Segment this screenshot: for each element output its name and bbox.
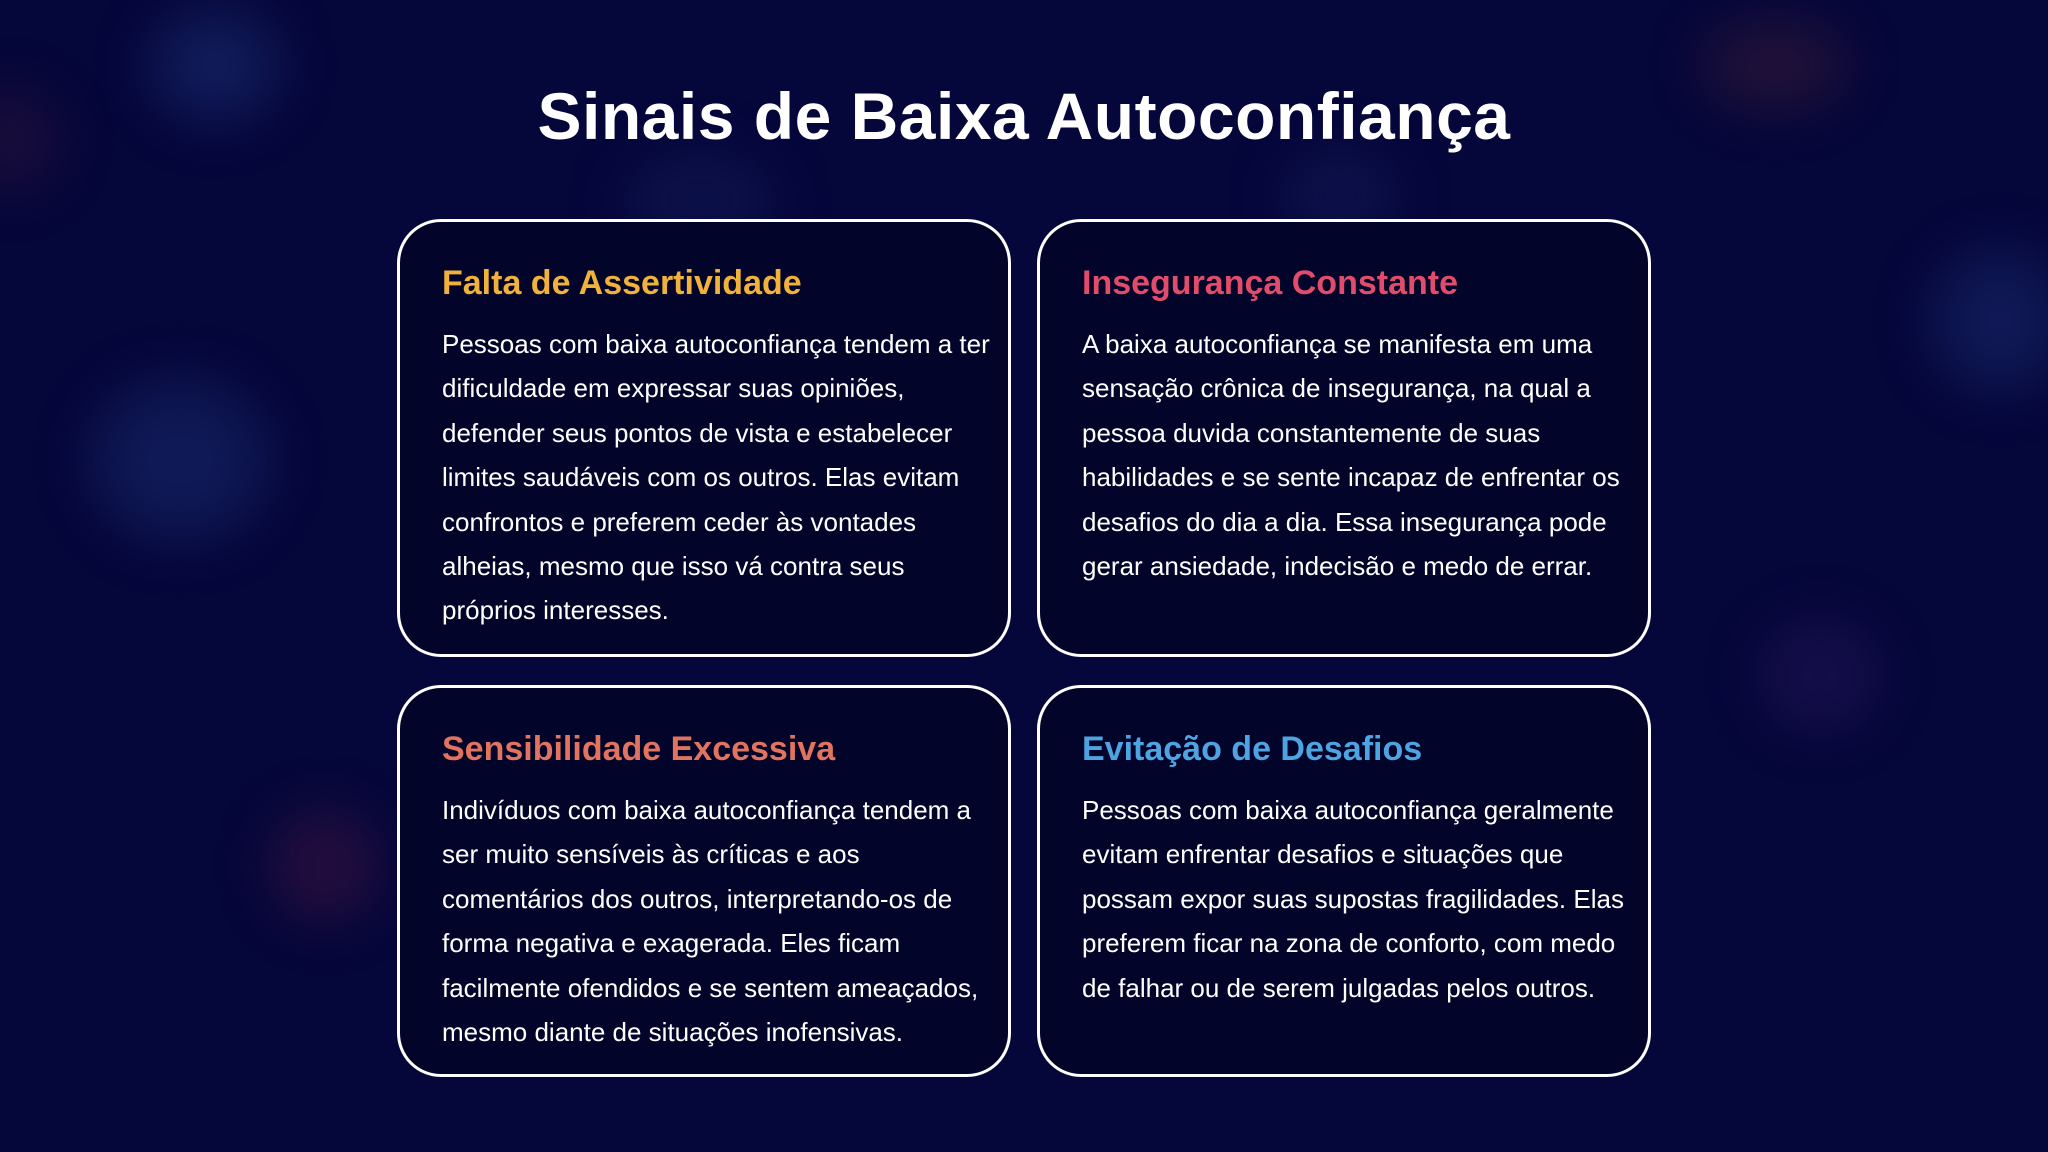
card-falta-de-assertividade — [397, 219, 1011, 657]
card-title: Sensibilidade Excessiva — [442, 730, 836, 768]
card-text: Pessoas com baixa autoconfiança tendem a ter dificuldade em expressar suas opiniões, defender seus pontos de vista e estabelecer limites saudáveis com os outros. Elas evitam confrontos e preferem ceder às vontades alheias, mesmo que isso vá contra seus próprios interesses. — [442, 329, 990, 626]
card-title: Falta de Assertividade — [442, 264, 802, 302]
background-glow — [270, 810, 380, 920]
page-title: Sinais de Baixa Autoconfiança — [537, 79, 1511, 153]
cards-grid — [397, 219, 1651, 1077]
card-inseguranca-constante — [1037, 219, 1651, 657]
card-text: Pessoas com baixa autoconfiança geralmente evitam enfrentar desafios e situações que possam expor suas supostas fragilidades. Elas preferem ficar na zona de conforto, com medo de falhar ou de serem julgadas pelos outros. — [1082, 795, 1624, 1003]
card-title: Insegurança Constante — [1082, 264, 1458, 302]
card-text: A baixa autoconfiança se manifesta em uma sensação crônica de insegurança, na qual a pessoa duvida constantemente de suas habilidades e se sente incapaz de enfrentar os desafios do dia a dia. Essa insegurança pode gerar ansiedade, indecisão e medo de errar. — [1082, 329, 1620, 582]
card-title: Evitação de Desafios — [1082, 730, 1423, 768]
background-glow — [90, 380, 270, 540]
card-sensibilidade-excessiva — [397, 685, 1011, 1077]
background-glow — [1930, 250, 2048, 390]
card-text: Indivíduos com baixa autoconfiança tendem a ser muito sensíveis às críticas e aos comentários dos outros, interpretando-os de forma negativa e exagerada. Eles ficam facilmente ofendidos e se sentem ameaçados, mesmo diante de situações inofensivas. — [442, 795, 979, 1048]
card-evitacao-de-desafios — [1037, 685, 1651, 1077]
background-glow — [1760, 620, 1880, 730]
